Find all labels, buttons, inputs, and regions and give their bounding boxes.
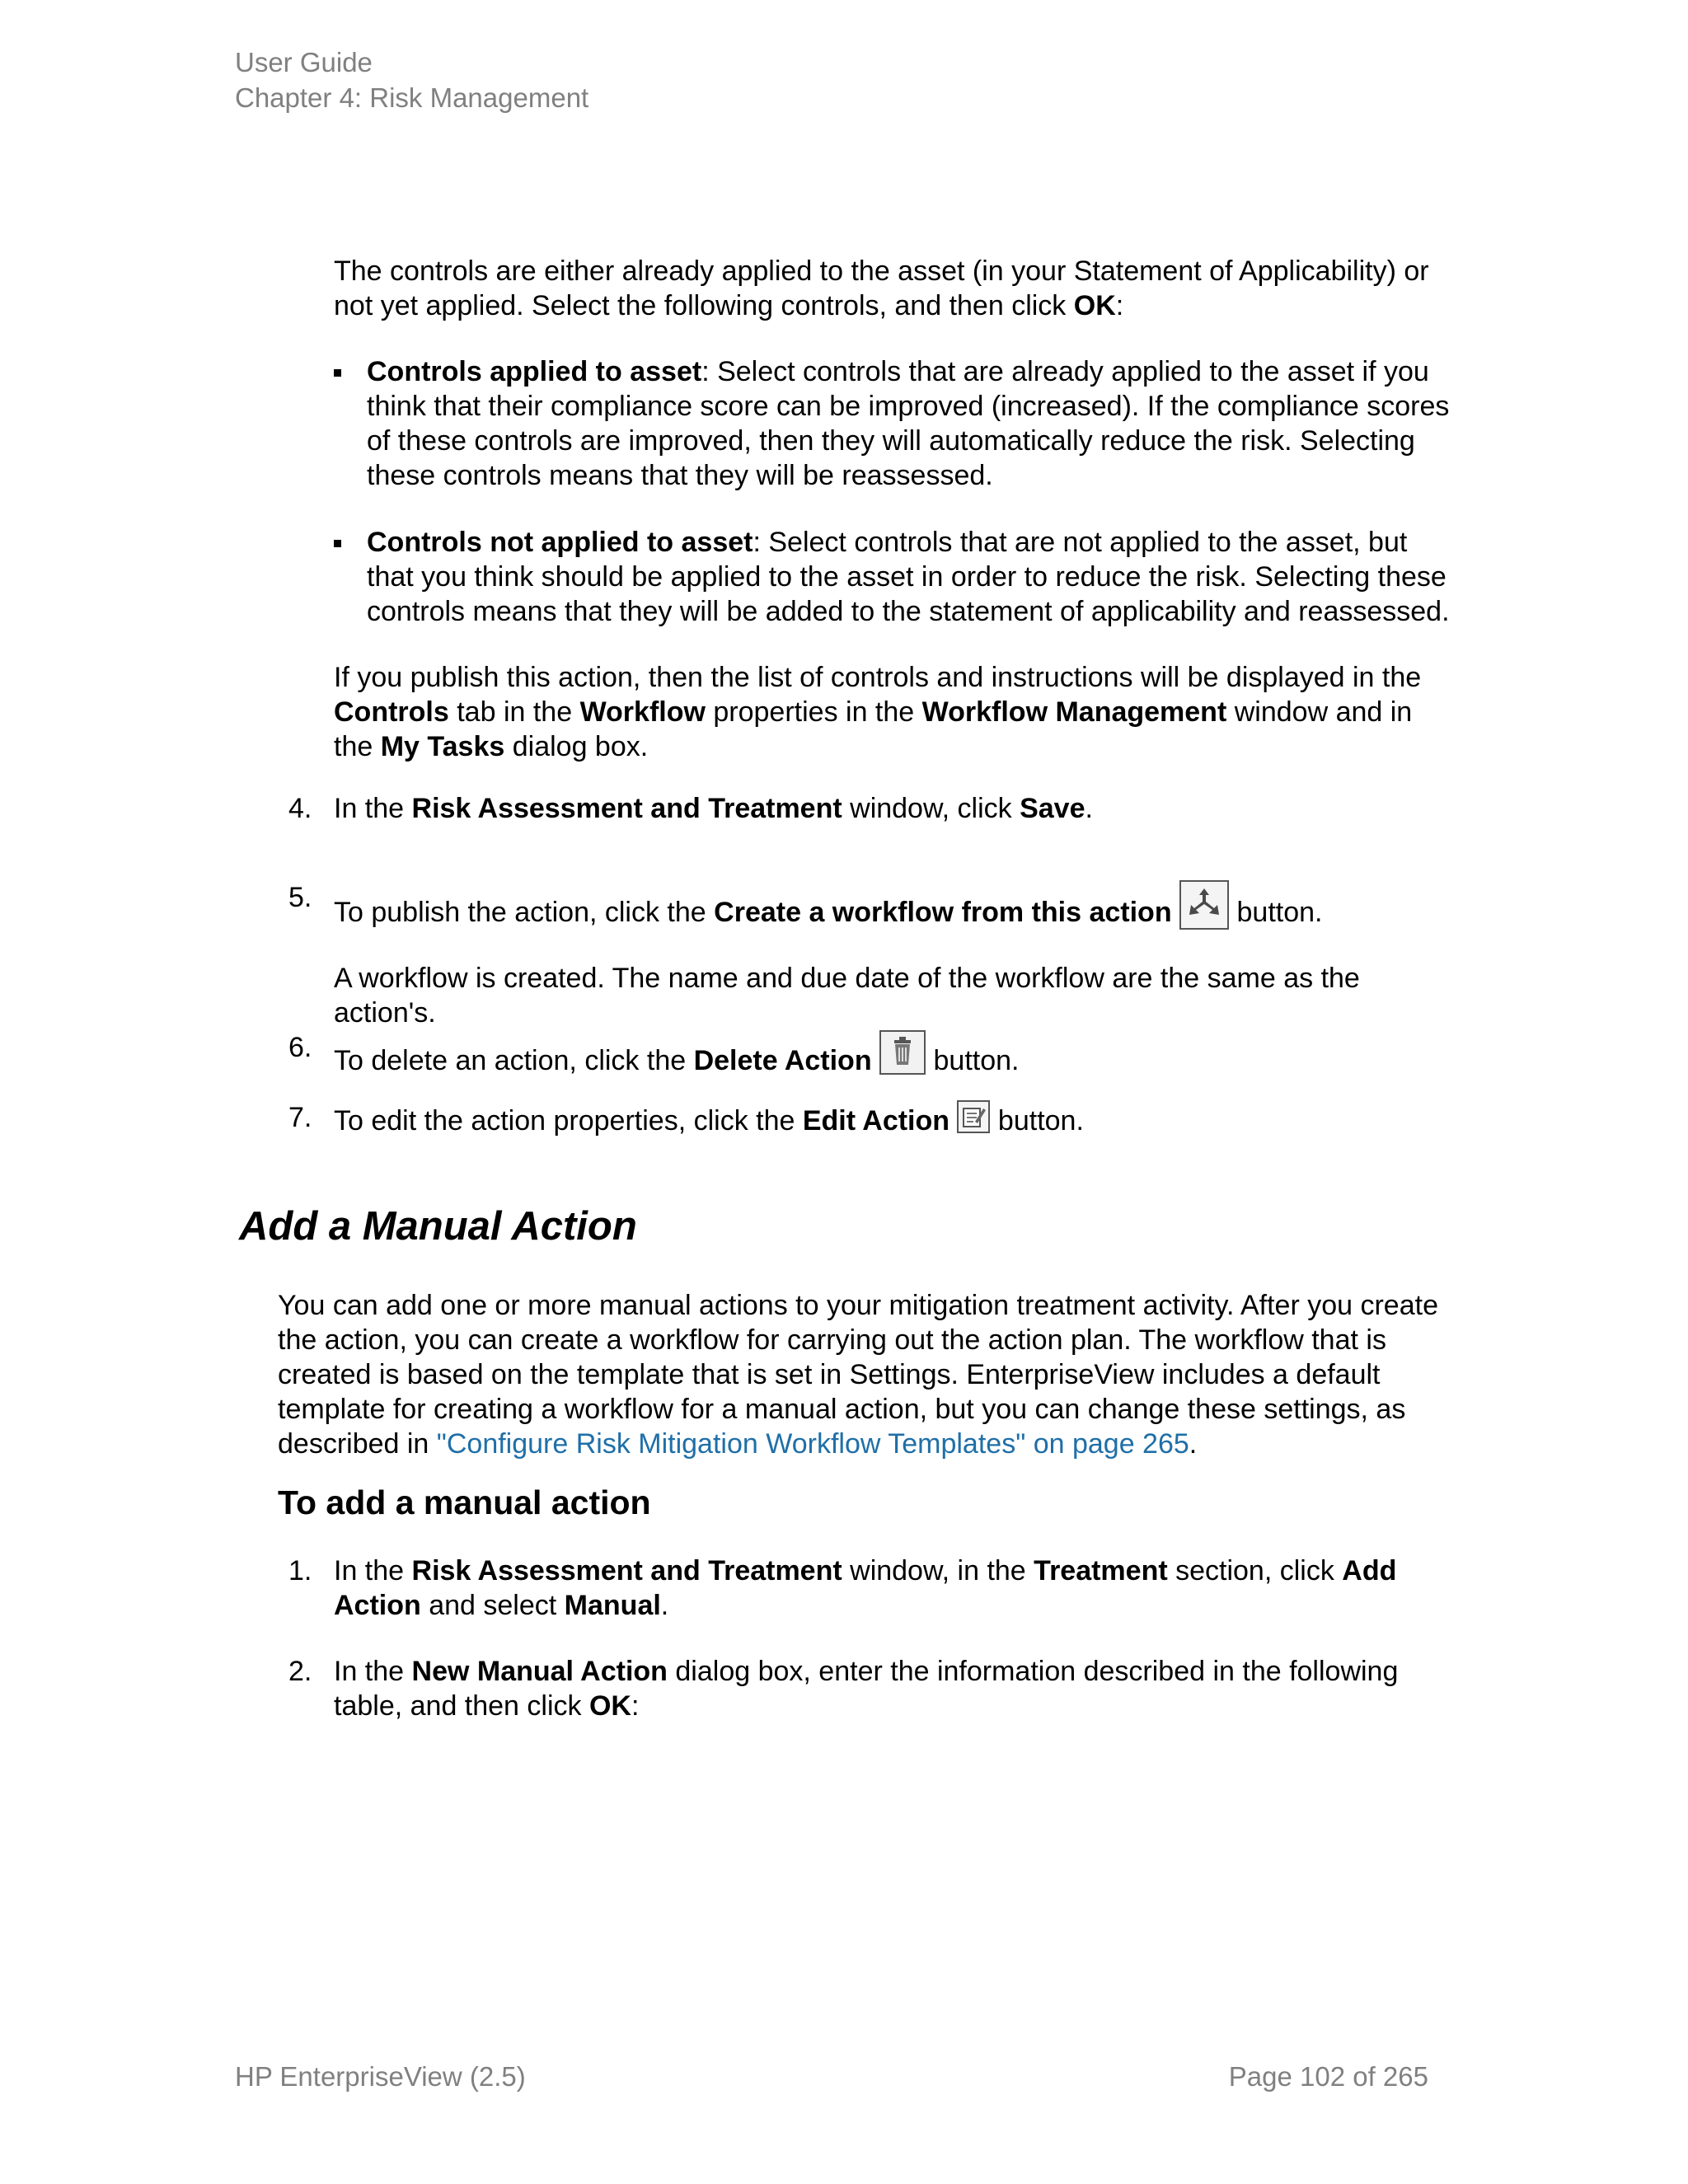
step-number: 7. bbox=[288, 1102, 312, 1133]
procedure-heading: To add a manual action bbox=[278, 1483, 651, 1521]
add-action-term: Add Action bbox=[334, 1555, 1397, 1621]
header-chapter-title: Chapter 4: Risk Management bbox=[235, 82, 589, 113]
intro-ok: OK bbox=[1073, 290, 1116, 321]
publish-note-text: dialog box. bbox=[504, 731, 649, 762]
publish-note-text: If you publish this action, then the list of controls and instructions will be displayed in the bbox=[334, 662, 1422, 693]
step-body bbox=[334, 1030, 1455, 1078]
publish-note-paragraph bbox=[334, 660, 1455, 764]
bullet-term: Controls not applied to asset bbox=[367, 527, 753, 558]
intro-text: The controls are either already applied to the asset (in your Statement of Applicability) or not yet applied. Select the following controls, and then click bbox=[334, 255, 1429, 321]
bullet-description: : Select controls that are not applied to the asset, but that you think should be applied to the asset in order to reduce the risk. Selecting these controls means that they will be added to the statement of applicability and reassessed. bbox=[367, 527, 1450, 627]
step-body bbox=[334, 1554, 1455, 1623]
controls-tab-term: Controls bbox=[334, 696, 449, 728]
configure-templates-link[interactable]: "Configure Risk Mitigation Workflow Templates" on page 265 bbox=[436, 1428, 1189, 1460]
step-body bbox=[334, 880, 1455, 1030]
bullet-term: Controls applied to asset bbox=[367, 356, 702, 387]
step-number: 1. bbox=[288, 1555, 312, 1586]
ok-term: OK bbox=[588, 1690, 631, 1722]
treatment-term: Treatment bbox=[1034, 1555, 1168, 1586]
step-text: In the bbox=[334, 1656, 412, 1687]
bullet-marker bbox=[334, 540, 341, 547]
step-text: button. bbox=[990, 1105, 1084, 1137]
step-body bbox=[334, 1654, 1455, 1723]
step-text: window, click bbox=[842, 793, 1020, 824]
step-text: window, in the bbox=[842, 1555, 1034, 1586]
step-text: . bbox=[660, 1590, 669, 1621]
procedure-step-1 bbox=[288, 1554, 1459, 1621]
section-body-paragraph bbox=[278, 1288, 1456, 1461]
step-5 bbox=[288, 880, 1459, 1029]
create-workflow-term: Create a workflow from this action bbox=[714, 897, 1172, 928]
step-text: To publish the action, click the bbox=[334, 897, 715, 928]
section-body-end: . bbox=[1189, 1428, 1198, 1460]
header-guide-title: User Guide bbox=[235, 47, 373, 77]
publish-note-text: tab in the bbox=[448, 696, 580, 728]
step-body bbox=[334, 1100, 1455, 1138]
step-6 bbox=[288, 1030, 1459, 1076]
section-body-text: You can add one or more manual actions to your mitigation treatment activity. After you create the action, you can create a workflow for carrying out the action plan. The workflow that is created is based on the template that is set in Settings. EnterpriseView includes a default template for creating a workflow for a manual action, but you can change these settings, as described in bbox=[278, 1290, 1438, 1460]
step-text: button. bbox=[926, 1045, 1020, 1076]
intro-colon: : bbox=[1115, 290, 1124, 321]
step-body bbox=[334, 791, 1455, 826]
window-name: Risk Assessment and Treatment bbox=[411, 1555, 842, 1586]
step-number: 4. bbox=[288, 793, 312, 824]
workflow-created-note: A workflow is created. The name and due date of the workflow are the same as the action's. bbox=[334, 963, 1360, 1029]
step-text: In the bbox=[334, 793, 412, 824]
workflow-term: Workflow bbox=[579, 696, 706, 728]
footer-product: HP EnterpriseView (2.5) bbox=[235, 2061, 526, 2092]
step-number: 2. bbox=[288, 1656, 312, 1687]
new-manual-action-term: New Manual Action bbox=[411, 1656, 668, 1687]
manual-term: Manual bbox=[564, 1590, 661, 1621]
bullet-marker bbox=[334, 369, 341, 377]
publish-note-text: window and in the bbox=[334, 696, 1413, 762]
step-text: : bbox=[631, 1690, 640, 1722]
step-4 bbox=[288, 791, 1459, 826]
step-number: 6. bbox=[288, 1032, 312, 1063]
my-tasks-term: My Tasks bbox=[380, 731, 505, 762]
step-text: dialog box, enter the information described in the following table, and then click bbox=[334, 1656, 1399, 1722]
step-7 bbox=[288, 1100, 1459, 1135]
step-text: To edit the action properties, click the bbox=[334, 1105, 803, 1137]
workflow-icon bbox=[1179, 880, 1229, 930]
intro-paragraph bbox=[334, 254, 1455, 323]
page-header bbox=[235, 45, 588, 115]
window-name: Risk Assessment and Treatment bbox=[411, 793, 842, 824]
workflow-management-term: Workflow Management bbox=[921, 696, 1227, 728]
section-heading: Add a Manual Action bbox=[239, 1204, 637, 1249]
footer-page-number: Page 102 of 265 bbox=[1228, 2061, 1428, 2092]
step-text: button. bbox=[1229, 897, 1323, 928]
edit-icon bbox=[957, 1100, 990, 1133]
step-text: In the bbox=[334, 1555, 412, 1586]
delete-action-term: Delete Action bbox=[693, 1045, 872, 1076]
step-number: 5. bbox=[288, 882, 312, 913]
step-text: section, click bbox=[1167, 1555, 1343, 1586]
step-text: To delete an action, click the bbox=[334, 1045, 694, 1076]
bullet-description: : Select controls that are already applied to the asset if you think that their compliance score can be improved (increased). If the compliance scores of these controls are improved, then they will automatically reduce the risk. Selecting these controls means that they will be reassessed. bbox=[367, 356, 1450, 491]
procedure-step-2 bbox=[288, 1654, 1459, 1722]
publish-note-text: properties in the bbox=[705, 696, 922, 728]
edit-action-term: Edit Action bbox=[802, 1105, 950, 1137]
trash-icon bbox=[879, 1030, 926, 1075]
bullet-text bbox=[367, 354, 1455, 493]
step-text: and select bbox=[420, 1590, 565, 1621]
save-term: Save bbox=[1020, 793, 1085, 824]
bullet-text bbox=[367, 525, 1455, 629]
step-text: . bbox=[1085, 793, 1093, 824]
